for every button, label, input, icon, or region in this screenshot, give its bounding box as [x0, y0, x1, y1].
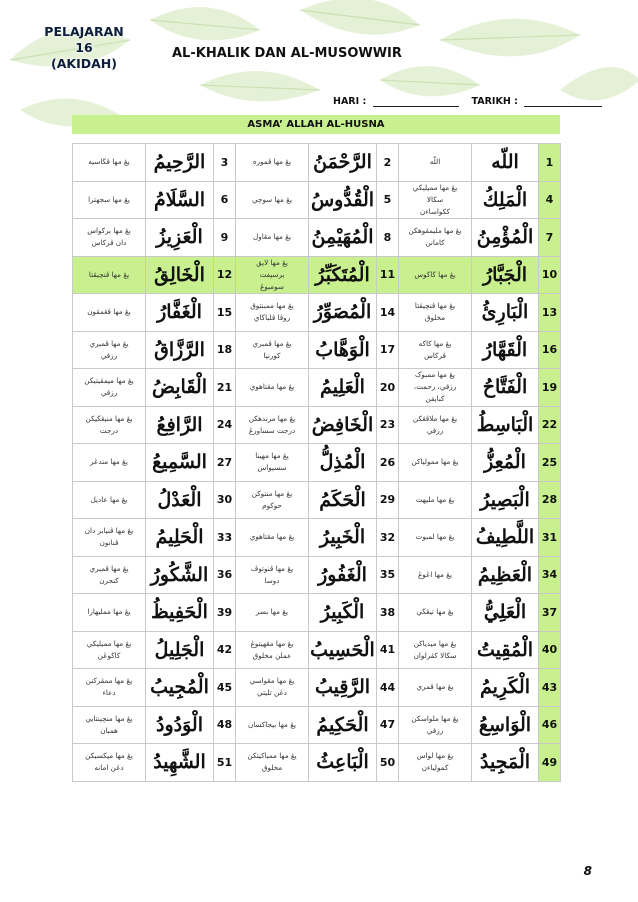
arabic-name-cell: الْقُدُّوسُ	[309, 181, 377, 219]
arabic-name-cell: اللّه	[472, 144, 539, 182]
arabic-name-cell: السَّمِيعُ	[146, 444, 214, 482]
number-cell: 32	[377, 519, 399, 557]
number-cell: 24	[214, 406, 236, 444]
number-cell: 51	[214, 744, 236, 782]
meaning-cell	[399, 181, 472, 219]
meaning-cell	[236, 669, 309, 707]
meaning-line: يڠ مها مميليکي	[412, 182, 458, 192]
number-cell: 11	[377, 256, 399, 294]
table-row	[73, 294, 561, 332]
number-cell: 13	[539, 294, 561, 332]
meaning-line: يڠ مها مڠواسي	[249, 676, 295, 686]
meaning-line: ڤرکاس	[424, 350, 446, 360]
meaning-cell	[73, 556, 146, 594]
meaning-line: يڠ مها ڤنوتوڤ	[250, 563, 294, 573]
meaning-line: رزقي	[426, 425, 444, 435]
meaning-line: يڠ مها ملواسکن	[411, 713, 459, 723]
meaning-line: رزقي، رحمت،	[413, 382, 457, 392]
number-cell: 21	[214, 369, 236, 407]
number-cell: 43	[539, 669, 561, 707]
meaning-cell	[236, 144, 309, 182]
number-cell: 20	[377, 369, 399, 407]
number-cell: 22	[539, 406, 561, 444]
meaning-line: مخلوق	[261, 763, 283, 773]
meaning-line: روڤا ڤلباڬاي	[253, 313, 291, 323]
number-cell: 48	[214, 706, 236, 744]
arabic-name-cell: الْمُعِزُّ	[472, 444, 539, 482]
arabic-name-cell: الْكَبِيرُ	[309, 594, 377, 632]
meaning-line: رزقي	[426, 725, 444, 735]
meaning-cell	[236, 181, 309, 219]
meaning-line: برسيفت	[259, 269, 285, 279]
table-row	[73, 519, 561, 557]
meaning-line: يڠ مها اڠوڠ	[417, 569, 453, 579]
meaning-line: يڠ مها مليمڤوهکن	[408, 226, 462, 236]
meaning-line: يڠ مها کاکه	[418, 338, 452, 348]
meaning-line: يڠ مها ممڤرکنن	[85, 676, 133, 686]
meaning-line: يڠ مها مڠتاهوي	[249, 532, 295, 542]
arabic-name-cell: الْمُجِيبُ	[146, 669, 214, 707]
meaning-line: سکالا کڤرلوان	[413, 650, 457, 660]
arabic-name-cell: الْبَارِئُ	[472, 294, 539, 332]
meaning-cell	[399, 519, 472, 557]
number-cell: 15	[214, 294, 236, 332]
number-cell: 39	[214, 594, 236, 632]
table-row	[73, 481, 561, 519]
arabic-name-cell: الْوَدُودُ	[146, 706, 214, 744]
meaning-line: يڠ مها ميکسيکن	[85, 751, 133, 761]
number-cell: 25	[539, 444, 561, 482]
number-cell: 7	[539, 219, 561, 257]
table-row	[73, 444, 561, 482]
meaning-cell	[73, 294, 146, 332]
meaning-line: سومبوڠ	[260, 281, 284, 291]
meaning-cell	[236, 294, 309, 332]
table-row	[73, 144, 561, 182]
number-cell: 3	[214, 144, 236, 182]
meaning-cell	[399, 144, 472, 182]
meaning-line: کنحرن	[99, 575, 119, 585]
table-row	[73, 219, 561, 257]
arabic-name-cell: السَّلَامُ	[146, 181, 214, 219]
meaning-cell	[73, 519, 146, 557]
arabic-name-cell: الْحَلِيمُ	[146, 519, 214, 557]
meaning-line: يڠ مها مڠتاهوي	[249, 382, 295, 392]
meaning-line: دان ڤرکاس	[91, 238, 127, 248]
number-cell: 50	[377, 744, 399, 782]
meaning-cell	[73, 331, 146, 369]
meaning-line: يڠ مها ڤمبري	[252, 338, 292, 348]
meaning-cell	[236, 406, 309, 444]
meaning-cell	[73, 669, 146, 707]
lesson-badge	[28, 24, 140, 72]
meaning-line: درجت	[99, 425, 119, 435]
meaning-cell	[236, 594, 309, 632]
number-cell: 46	[539, 706, 561, 744]
meaning-line: يڠ مها مليهت	[415, 494, 455, 504]
number-cell: 6	[214, 181, 236, 219]
arabic-name-cell: الْفَتَّاحُ	[472, 369, 539, 407]
meaning-cell	[236, 706, 309, 744]
meaning-line: يڠ مها مندڠر	[90, 457, 128, 467]
meaning-cell	[73, 631, 146, 669]
meaning-line: ککواساءن	[420, 206, 450, 216]
meaning-line: کمولياءن	[421, 763, 449, 773]
meaning-line: يڠ مها مڠهيتوڠ	[250, 638, 294, 648]
number-cell: 41	[377, 631, 399, 669]
meaning-cell	[73, 369, 146, 407]
meaning-line: کبايقن	[425, 394, 445, 404]
table-row	[73, 406, 561, 444]
number-cell: 38	[377, 594, 399, 632]
meaning-line: کامانن	[425, 238, 445, 248]
page-number: 8	[583, 864, 592, 878]
meaning-line: يڠ مها ملاڤڠكن	[412, 413, 458, 423]
hari-label: HARI :	[333, 96, 367, 107]
number-cell: 10	[539, 256, 561, 294]
meaning-line: يڠ مها ڬاڬوس	[414, 269, 456, 279]
meaning-line: يڠ مها لمبوت	[415, 532, 455, 542]
arabic-name-cell: الْخَالِقُ	[146, 256, 214, 294]
meaning-line: دعاء	[102, 688, 116, 698]
meaning-cell	[236, 481, 309, 519]
table-row	[73, 181, 561, 219]
meaning-cell	[399, 481, 472, 519]
meaning-line: يڠ مها ڤڬاسيه	[88, 157, 130, 167]
meaning-cell	[399, 406, 472, 444]
table-row	[73, 744, 561, 782]
number-cell: 8	[377, 219, 399, 257]
arabic-name-cell: الرَّزَّاقُ	[146, 331, 214, 369]
meaning-cell	[73, 406, 146, 444]
meaning-line: يڠ مها مرندهکن	[248, 413, 296, 423]
date-fields	[333, 96, 605, 107]
meaning-line: ڤنانون	[99, 538, 119, 548]
meaning-cell	[399, 631, 472, 669]
arabic-name-cell: الْحَفِيظُ	[146, 594, 214, 632]
meaning-cell	[399, 706, 472, 744]
table-row	[73, 369, 561, 407]
meaning-cell	[236, 556, 309, 594]
meaning-line: رزقي	[100, 388, 118, 398]
meaning-cell	[236, 369, 309, 407]
meaning-line: مخلوق	[424, 313, 446, 323]
lesson-title: AL-KHALIK DAN AL-MUSOWWIR	[172, 46, 402, 61]
meaning-line: يڠ مها ڤنچيڤتا	[414, 301, 456, 311]
number-cell: 28	[539, 481, 561, 519]
lesson-badge-line-2: 16	[75, 40, 93, 55]
tarikh-label: TARIKH :	[471, 96, 518, 107]
number-cell: 23	[377, 406, 399, 444]
arabic-name-cell: الْجَلِيلُ	[146, 631, 214, 669]
meaning-cell	[399, 444, 472, 482]
meaning-line: يڠ مها لواس	[416, 751, 454, 761]
meaning-cell	[399, 369, 472, 407]
meaning-cell	[399, 556, 472, 594]
meaning-line: يڠ مها ميدياکن	[413, 638, 457, 648]
meaning-line: يڠ مها لايق	[256, 257, 288, 267]
meaning-line: يڠ مها ممولياکن	[411, 457, 459, 467]
arabic-name-cell: الْمُتَكَبِّرُ	[309, 256, 377, 294]
arabic-name-cell: الْعَلِيُّ	[472, 594, 539, 632]
number-cell: 31	[539, 519, 561, 557]
meaning-line: يڠ مها ڤنچيڤتا	[88, 269, 130, 279]
meaning-cell	[399, 744, 472, 782]
arabic-name-cell: الْكَرِيمُ	[472, 669, 539, 707]
asma-allah-table	[72, 143, 561, 782]
meaning-cell	[236, 444, 309, 482]
meaning-cell	[399, 331, 472, 369]
meaning-line: سکالا	[426, 194, 444, 204]
number-cell: 2	[377, 144, 399, 182]
number-cell: 35	[377, 556, 399, 594]
arabic-name-cell: الرَّافِعُ	[146, 406, 214, 444]
table-row	[73, 669, 561, 707]
meaning-cell	[73, 744, 146, 782]
arabic-name-cell: الْمَجِيدُ	[472, 744, 539, 782]
arabic-name-cell: الْغَفَّارُ	[146, 294, 214, 332]
number-cell: 4	[539, 181, 561, 219]
meaning-line: يڠ مها منيڠڬيکن	[85, 413, 133, 423]
number-cell: 30	[214, 481, 236, 519]
meaning-cell	[236, 256, 309, 294]
arabic-name-cell: الْعَظِيمُ	[472, 556, 539, 594]
number-cell: 33	[214, 519, 236, 557]
arabic-name-cell: الْحَكِيمُ	[309, 706, 377, 744]
table-row	[73, 631, 561, 669]
arabic-name-cell: الْمُذِلُّ	[309, 444, 377, 482]
meaning-line: يڠ مها ڤڠمڤون	[87, 307, 131, 317]
meaning-cell	[73, 444, 146, 482]
meaning-line: عملن مخلوق	[252, 650, 292, 660]
number-cell: 44	[377, 669, 399, 707]
number-cell: 26	[377, 444, 399, 482]
meaning-line: يڠ مها تيڠڬي	[416, 607, 454, 617]
number-cell: 9	[214, 219, 236, 257]
meaning-line: يڠ مها ڤنيابر دان	[84, 526, 134, 536]
number-cell: 27	[214, 444, 236, 482]
arabic-name-cell: الشَّكُورُ	[146, 556, 214, 594]
meaning-cell	[399, 669, 472, 707]
meaning-line: دڠن تليتي	[257, 688, 287, 698]
number-cell: 12	[214, 256, 236, 294]
number-cell: 40	[539, 631, 561, 669]
meaning-cell	[399, 219, 472, 257]
meaning-line: يڠ مها مڠاول	[253, 232, 291, 242]
table-row	[73, 556, 561, 594]
meaning-cell	[236, 631, 309, 669]
meaning-cell	[399, 294, 472, 332]
meaning-line: دوسا	[264, 575, 280, 585]
number-cell: 34	[539, 556, 561, 594]
meaning-cell	[73, 481, 146, 519]
meaning-line: حوکوم	[262, 500, 282, 510]
arabic-name-cell: الْمُؤْمِنُ	[472, 219, 539, 257]
arabic-name-cell: الْبَاسِطُ	[472, 406, 539, 444]
arabic-name-cell: الرَّحْمَنُ	[309, 144, 377, 182]
hari-input-line[interactable]	[373, 96, 459, 107]
arabic-name-cell: الشَّهِيدُ	[146, 744, 214, 782]
number-cell: 1	[539, 144, 561, 182]
meaning-cell	[73, 144, 146, 182]
meaning-cell	[399, 256, 472, 294]
number-cell: 18	[214, 331, 236, 369]
meaning-line: يڠ مها ممليهارا	[87, 607, 131, 617]
number-cell: 5	[377, 181, 399, 219]
meaning-line: يڠ مها برکواس	[87, 226, 131, 236]
arabic-name-cell: الْخَبِيرُ	[309, 519, 377, 557]
meaning-line: يڠ مها سجهترا	[88, 194, 130, 204]
meaning-line: يڠ مها ڤمري	[416, 682, 454, 692]
meaning-line: يڠ مها بسر	[255, 607, 289, 617]
arabic-name-cell: الرَّحِيمُ	[146, 144, 214, 182]
arabic-name-cell: الرَّقِيبُ	[309, 669, 377, 707]
number-cell: 36	[214, 556, 236, 594]
arabic-name-cell: الْخَافِضُ	[309, 406, 377, 444]
arabic-name-cell: الْجَبَّارُ	[472, 256, 539, 294]
meaning-line: يڠ مها ڤمبري	[89, 563, 129, 573]
meaning-line: يڠ مها منتوکن	[251, 488, 293, 498]
number-cell: 42	[214, 631, 236, 669]
number-cell: 45	[214, 669, 236, 707]
meaning-line: يڠ مها سوچي	[252, 194, 292, 204]
arabic-name-cell: الْوَهَّابُ	[309, 331, 377, 369]
meaning-cell	[236, 331, 309, 369]
meaning-line: يڠ مها منچينتايي	[85, 713, 133, 723]
meaning-cell	[236, 219, 309, 257]
number-cell: 29	[377, 481, 399, 519]
table-row	[73, 706, 561, 744]
number-cell: 49	[539, 744, 561, 782]
arabic-name-cell: الْقَابِضُ	[146, 369, 214, 407]
meaning-cell	[73, 256, 146, 294]
number-cell: 37	[539, 594, 561, 632]
arabic-name-cell: الْعَزِيزُ	[146, 219, 214, 257]
arabic-name-cell: الْقَهَّارُ	[472, 331, 539, 369]
number-cell: 17	[377, 331, 399, 369]
meaning-cell	[73, 594, 146, 632]
arabic-name-cell: الْمُقِيتُ	[472, 631, 539, 669]
tarikh-input-line[interactable]	[524, 96, 602, 107]
meaning-cell	[236, 744, 309, 782]
meaning-cell	[73, 706, 146, 744]
table-row	[73, 331, 561, 369]
meaning-line: يڠ مها ميمڤيتيکن	[84, 376, 134, 386]
meaning-line: يڠ مها ممباکيتکن	[247, 751, 297, 761]
number-cell: 47	[377, 706, 399, 744]
arabic-name-cell: اللَّطِيفُ	[472, 519, 539, 557]
table-title: ASMA’ ALLAH AL-HUSNA	[72, 115, 560, 134]
meaning-line: يڠ مها ممبنتوق	[250, 301, 294, 311]
arabic-name-cell: الْمُصَوِّرُ	[309, 294, 377, 332]
lesson-badge-line-1: PELAJARAN	[44, 24, 124, 39]
meaning-line: يڠ مها مميليکي	[86, 638, 132, 648]
meaning-cell	[399, 594, 472, 632]
meaning-line: اللّه	[429, 157, 441, 167]
table-row	[73, 594, 561, 632]
arabic-name-cell: الْعَلِيمُ	[309, 369, 377, 407]
meaning-cell	[73, 219, 146, 257]
arabic-name-cell: الْبَاعِثُ	[309, 744, 377, 782]
meaning-line: دڠن امانه	[94, 763, 124, 773]
arabic-name-cell: الْمُهَيْمِنُ	[309, 219, 377, 257]
table-row	[73, 256, 561, 294]
number-cell: 16	[539, 331, 561, 369]
number-cell: 14	[377, 294, 399, 332]
meaning-line: همبان	[100, 725, 118, 735]
arabic-name-cell: الْحَكَمُ	[309, 481, 377, 519]
arabic-name-cell: الْوَاسِعُ	[472, 706, 539, 744]
number-cell: 19	[539, 369, 561, 407]
meaning-line: رزقي	[100, 350, 118, 360]
meaning-cell	[73, 181, 146, 219]
meaning-line: کاڬوڠن	[97, 650, 121, 660]
meaning-cell	[236, 519, 309, 557]
arabic-name-cell: الْعَدْلُ	[146, 481, 214, 519]
arabic-name-cell: الْمَلِكُ	[472, 181, 539, 219]
meaning-line: درجت سساورڠ	[248, 425, 296, 435]
meaning-line: يڠ مها بيجاكسان	[247, 719, 297, 729]
meaning-line: يڠ مها ڤموره	[252, 157, 292, 167]
arabic-name-cell: الْغَفُورُ	[309, 556, 377, 594]
arabic-name-cell: الْحَسِيبُ	[309, 631, 377, 669]
meaning-line: يڠ مها ممبوک	[414, 370, 456, 380]
lesson-badge-line-3: (AKIDAH)	[51, 56, 117, 71]
meaning-line: کورنيا	[263, 350, 281, 360]
meaning-line: يڠ مها مهينا	[255, 451, 289, 461]
meaning-line: يڠ مها ڤمبري	[89, 338, 129, 348]
meaning-line: يڠ مها عاديل	[90, 494, 128, 504]
meaning-line: سسيواس	[257, 463, 287, 473]
arabic-name-cell: الْبَصِيرُ	[472, 481, 539, 519]
